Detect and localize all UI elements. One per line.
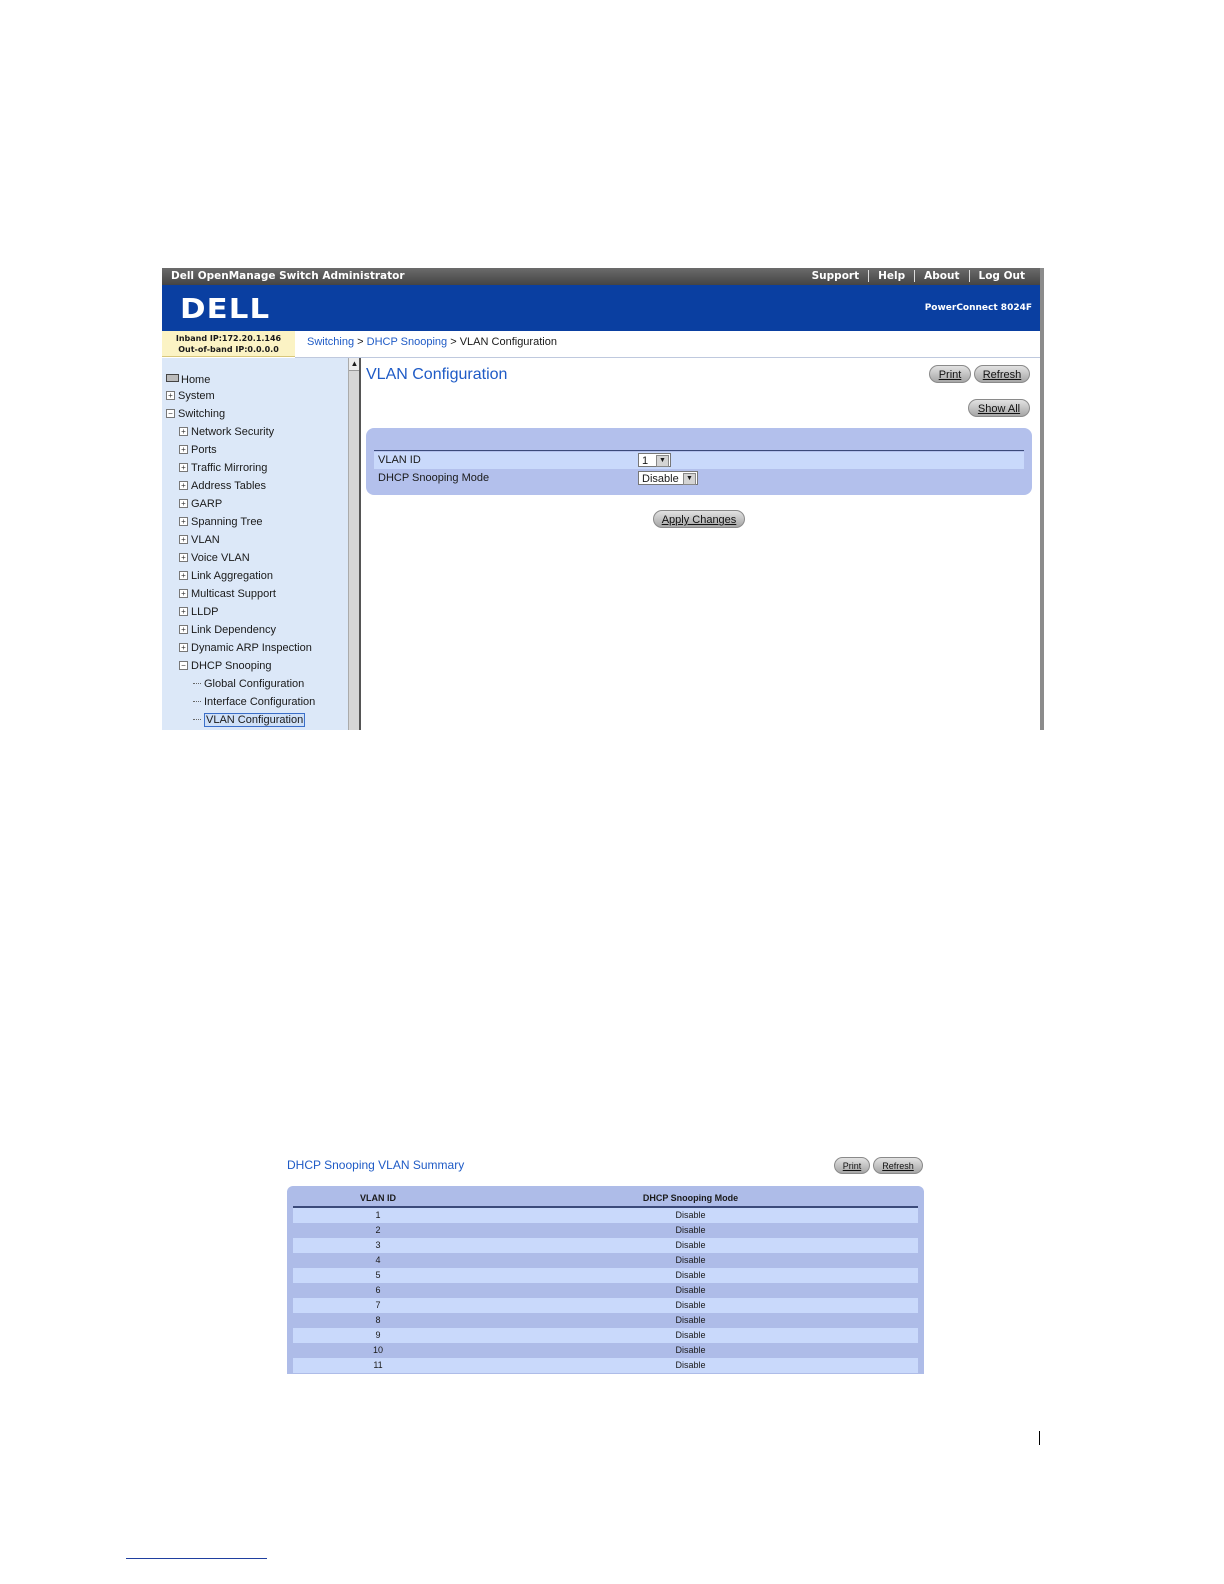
- apply-changes-button[interactable]: Apply Changes: [653, 510, 745, 528]
- expand-icon[interactable]: +: [179, 517, 188, 526]
- breadcrumb-switching[interactable]: Switching: [307, 336, 355, 348]
- vlan-id-cell: 1: [375, 1210, 381, 1220]
- sidebar-item-label: Global Configuration: [204, 678, 305, 690]
- help-link[interactable]: Help: [868, 270, 914, 282]
- expand-icon[interactable]: +: [179, 571, 188, 580]
- summary-title: DHCP Snooping VLAN Summary: [287, 1158, 465, 1172]
- sidebar-item-home[interactable]: [166, 374, 210, 386]
- vlan-id-cell: 7: [375, 1300, 381, 1310]
- dell-logo: DELL: [180, 292, 271, 325]
- sidebar-item-dhcp-snooping[interactable]: [179, 660, 272, 672]
- breadcrumb: [307, 336, 557, 348]
- sidebar-item-label: Interface Configuration: [204, 696, 316, 708]
- table-row: [293, 1328, 918, 1343]
- vlan-id-cell: 2: [375, 1225, 381, 1235]
- sidebar-item-label: Spanning Tree: [191, 516, 263, 528]
- tree-connector: [193, 719, 201, 720]
- vlan-summary-screenshot: [287, 1154, 924, 1374]
- table-row: [293, 1223, 918, 1238]
- mode-cell: Disable: [675, 1285, 706, 1295]
- sidebar-item-label: Ports: [191, 444, 217, 456]
- config-form-panel: [366, 428, 1032, 495]
- sidebar-item-traffic-mirroring[interactable]: [179, 462, 267, 474]
- table-row: [293, 1298, 918, 1313]
- sidebar-item-link-dependency[interactable]: [179, 624, 276, 636]
- sidebar-item-dynamic-arp-inspection[interactable]: [179, 642, 312, 654]
- expand-icon[interactable]: +: [179, 499, 188, 508]
- breadcrumb-separator: >: [450, 336, 457, 348]
- sidebar-item-label: VLAN Configuration: [206, 714, 304, 726]
- summary-print-button[interactable]: Print: [834, 1157, 870, 1174]
- sidebar-item-label: Address Tables: [191, 480, 267, 492]
- device-model: PowerConnect 8024F: [924, 303, 1032, 313]
- sidebar-item-label: Traffic Mirroring: [191, 462, 268, 474]
- sidebar-item-garp[interactable]: [179, 498, 222, 510]
- sidebar-item-spanning-tree[interactable]: [179, 516, 263, 528]
- chevron-down-icon[interactable]: ▼: [656, 455, 669, 467]
- sidebar-item-vlan-configuration[interactable]: [193, 714, 305, 726]
- show-all-button[interactable]: Show All: [968, 399, 1030, 417]
- breadcrumb-dhcp-snooping[interactable]: DHCP Snooping: [366, 336, 448, 348]
- sidebar-item-ports[interactable]: [179, 444, 217, 456]
- sidebar-item-label: Multicast Support: [191, 588, 276, 600]
- vlan-id-cell: 11: [373, 1360, 383, 1370]
- vlan-id-select[interactable]: [638, 453, 671, 467]
- expand-icon[interactable]: +: [179, 481, 188, 490]
- dhcp-snooping-mode-label: DHCP Snooping Mode: [378, 472, 490, 484]
- mode-cell: Disable: [675, 1255, 706, 1265]
- mode-cell: Disable: [675, 1210, 706, 1220]
- sidebar-item-label: DHCP Snooping: [191, 660, 272, 672]
- home-icon: [166, 374, 179, 382]
- expand-icon[interactable]: +: [179, 427, 188, 436]
- summary-refresh-button[interactable]: Refresh: [873, 1157, 923, 1174]
- vlan-id-cell: 3: [375, 1240, 381, 1250]
- sidebar-item-multicast-support[interactable]: [179, 588, 276, 600]
- vlan-id-cell: 6: [375, 1285, 381, 1295]
- collapse-icon[interactable]: −: [179, 661, 188, 670]
- vlan-id-cell: 4: [375, 1255, 381, 1265]
- main-content: [361, 358, 1040, 730]
- sidebar-item-label: Link Dependency: [191, 624, 277, 636]
- dhcp-snooping-mode-value: Disable: [642, 473, 679, 485]
- sidebar-item-network-security[interactable]: [179, 426, 274, 438]
- sidebar-item-voice-vlan[interactable]: [179, 552, 250, 564]
- expand-icon[interactable]: +: [179, 643, 188, 652]
- expand-icon[interactable]: +: [179, 535, 188, 544]
- table-row: [293, 1313, 918, 1328]
- sidebar-item-label: Home: [181, 374, 211, 386]
- top-links: [803, 270, 1034, 282]
- sidebar-item-address-tables[interactable]: [179, 480, 266, 492]
- expand-icon[interactable]: +: [179, 589, 188, 598]
- sidebar-item-label: Switching: [178, 408, 226, 420]
- page-title: VLAN Configuration: [366, 366, 508, 383]
- ip-info-box: [162, 331, 295, 357]
- expand-icon[interactable]: +: [179, 445, 188, 454]
- breadcrumb-current: VLAN Configuration: [459, 336, 557, 348]
- mode-cell: Disable: [675, 1225, 706, 1235]
- scroll-up-icon[interactable]: ▲: [349, 358, 360, 371]
- vlan-id-column-header: VLAN ID: [360, 1193, 396, 1203]
- support-link[interactable]: Support: [811, 270, 860, 282]
- table-row: [293, 1358, 918, 1373]
- chevron-down-icon[interactable]: ▼: [683, 473, 696, 485]
- mode-cell: Disable: [675, 1240, 706, 1250]
- app-title: Dell OpenManage Switch Administrator: [171, 270, 405, 282]
- mode-cell: Disable: [675, 1270, 706, 1280]
- sidebar-item-label: GARP: [191, 498, 223, 510]
- dhcp-snooping-mode-column-header: DHCP Snooping Mode: [642, 1193, 739, 1203]
- page-margin-mark: [1039, 1431, 1040, 1445]
- vlan-id-cell: 5: [375, 1270, 381, 1280]
- sidebar-item-label: Dynamic ARP Inspection: [191, 642, 312, 654]
- table-row: [293, 1268, 918, 1283]
- vlan-id-label: VLAN ID: [378, 454, 421, 466]
- sidebar-item-label: Link Aggregation: [191, 570, 273, 582]
- vlan-id-cell: 9: [375, 1330, 381, 1340]
- sidebar-item-label: Voice VLAN: [191, 552, 250, 564]
- summary-table-header: [293, 1191, 918, 1208]
- table-row: [293, 1343, 918, 1358]
- expand-icon[interactable]: +: [179, 625, 188, 634]
- tree-connector: [193, 683, 201, 684]
- mode-cell: Disable: [675, 1345, 706, 1355]
- tree-connector: [193, 701, 201, 702]
- mode-cell: Disable: [675, 1330, 706, 1340]
- dhcp-snooping-mode-select[interactable]: [638, 471, 698, 485]
- sidebar-item-link-aggregation[interactable]: [179, 570, 273, 582]
- expand-icon[interactable]: +: [179, 463, 188, 472]
- footnote-rule: [126, 1558, 267, 1559]
- outband-ip: Out-of-band IP:0.0.0.0: [178, 345, 279, 354]
- switch-admin-screenshot: [162, 268, 1044, 730]
- table-row: [293, 1238, 918, 1253]
- about-link[interactable]: About: [914, 270, 968, 282]
- mode-cell: Disable: [675, 1360, 706, 1370]
- sidebar-item-interface-configuration[interactable]: [193, 696, 315, 708]
- dhcp-snooping-mode-row: [374, 470, 1024, 487]
- inband-ip: Inband IP:172.20.1.146: [175, 334, 282, 343]
- vlan-id-cell: 8: [375, 1315, 381, 1325]
- sidebar-item-label: System: [178, 390, 215, 402]
- sidebar-item-label: LLDP: [191, 606, 219, 618]
- vlan-id-value: 1: [642, 455, 649, 467]
- collapse-icon[interactable]: −: [166, 409, 175, 418]
- form-header-line: [374, 450, 1024, 451]
- expand-icon[interactable]: +: [166, 391, 175, 400]
- vlan-id-row: [374, 452, 1024, 469]
- summary-table: [287, 1186, 924, 1374]
- table-row: [293, 1283, 918, 1298]
- mode-cell: Disable: [675, 1300, 706, 1310]
- expand-icon[interactable]: +: [179, 607, 188, 616]
- sidebar-item-system[interactable]: [166, 390, 215, 402]
- table-row: [293, 1253, 918, 1268]
- logout-link[interactable]: Log Out: [969, 270, 1035, 282]
- vlan-id-cell: 10: [372, 1345, 383, 1355]
- mode-cell: Disable: [675, 1315, 706, 1325]
- table-row: [293, 1208, 918, 1223]
- refresh-button[interactable]: Refresh: [974, 365, 1030, 383]
- breadcrumb-separator: >: [357, 336, 364, 348]
- sidebar-item-label: Network Security: [191, 426, 275, 438]
- nav-sidebar: [162, 358, 348, 730]
- brand-banner: [162, 285, 1040, 331]
- expand-icon[interactable]: +: [179, 553, 188, 562]
- sidebar-item-global-configuration[interactable]: [193, 678, 304, 690]
- sidebar-item-vlan[interactable]: [179, 534, 220, 546]
- print-button[interactable]: Print: [929, 365, 971, 383]
- top-bar: [162, 268, 1040, 285]
- sidebar-item-lldp[interactable]: [179, 606, 219, 618]
- sidebar-item-label: VLAN: [191, 534, 220, 546]
- sidebar-item-switching[interactable]: [166, 408, 225, 420]
